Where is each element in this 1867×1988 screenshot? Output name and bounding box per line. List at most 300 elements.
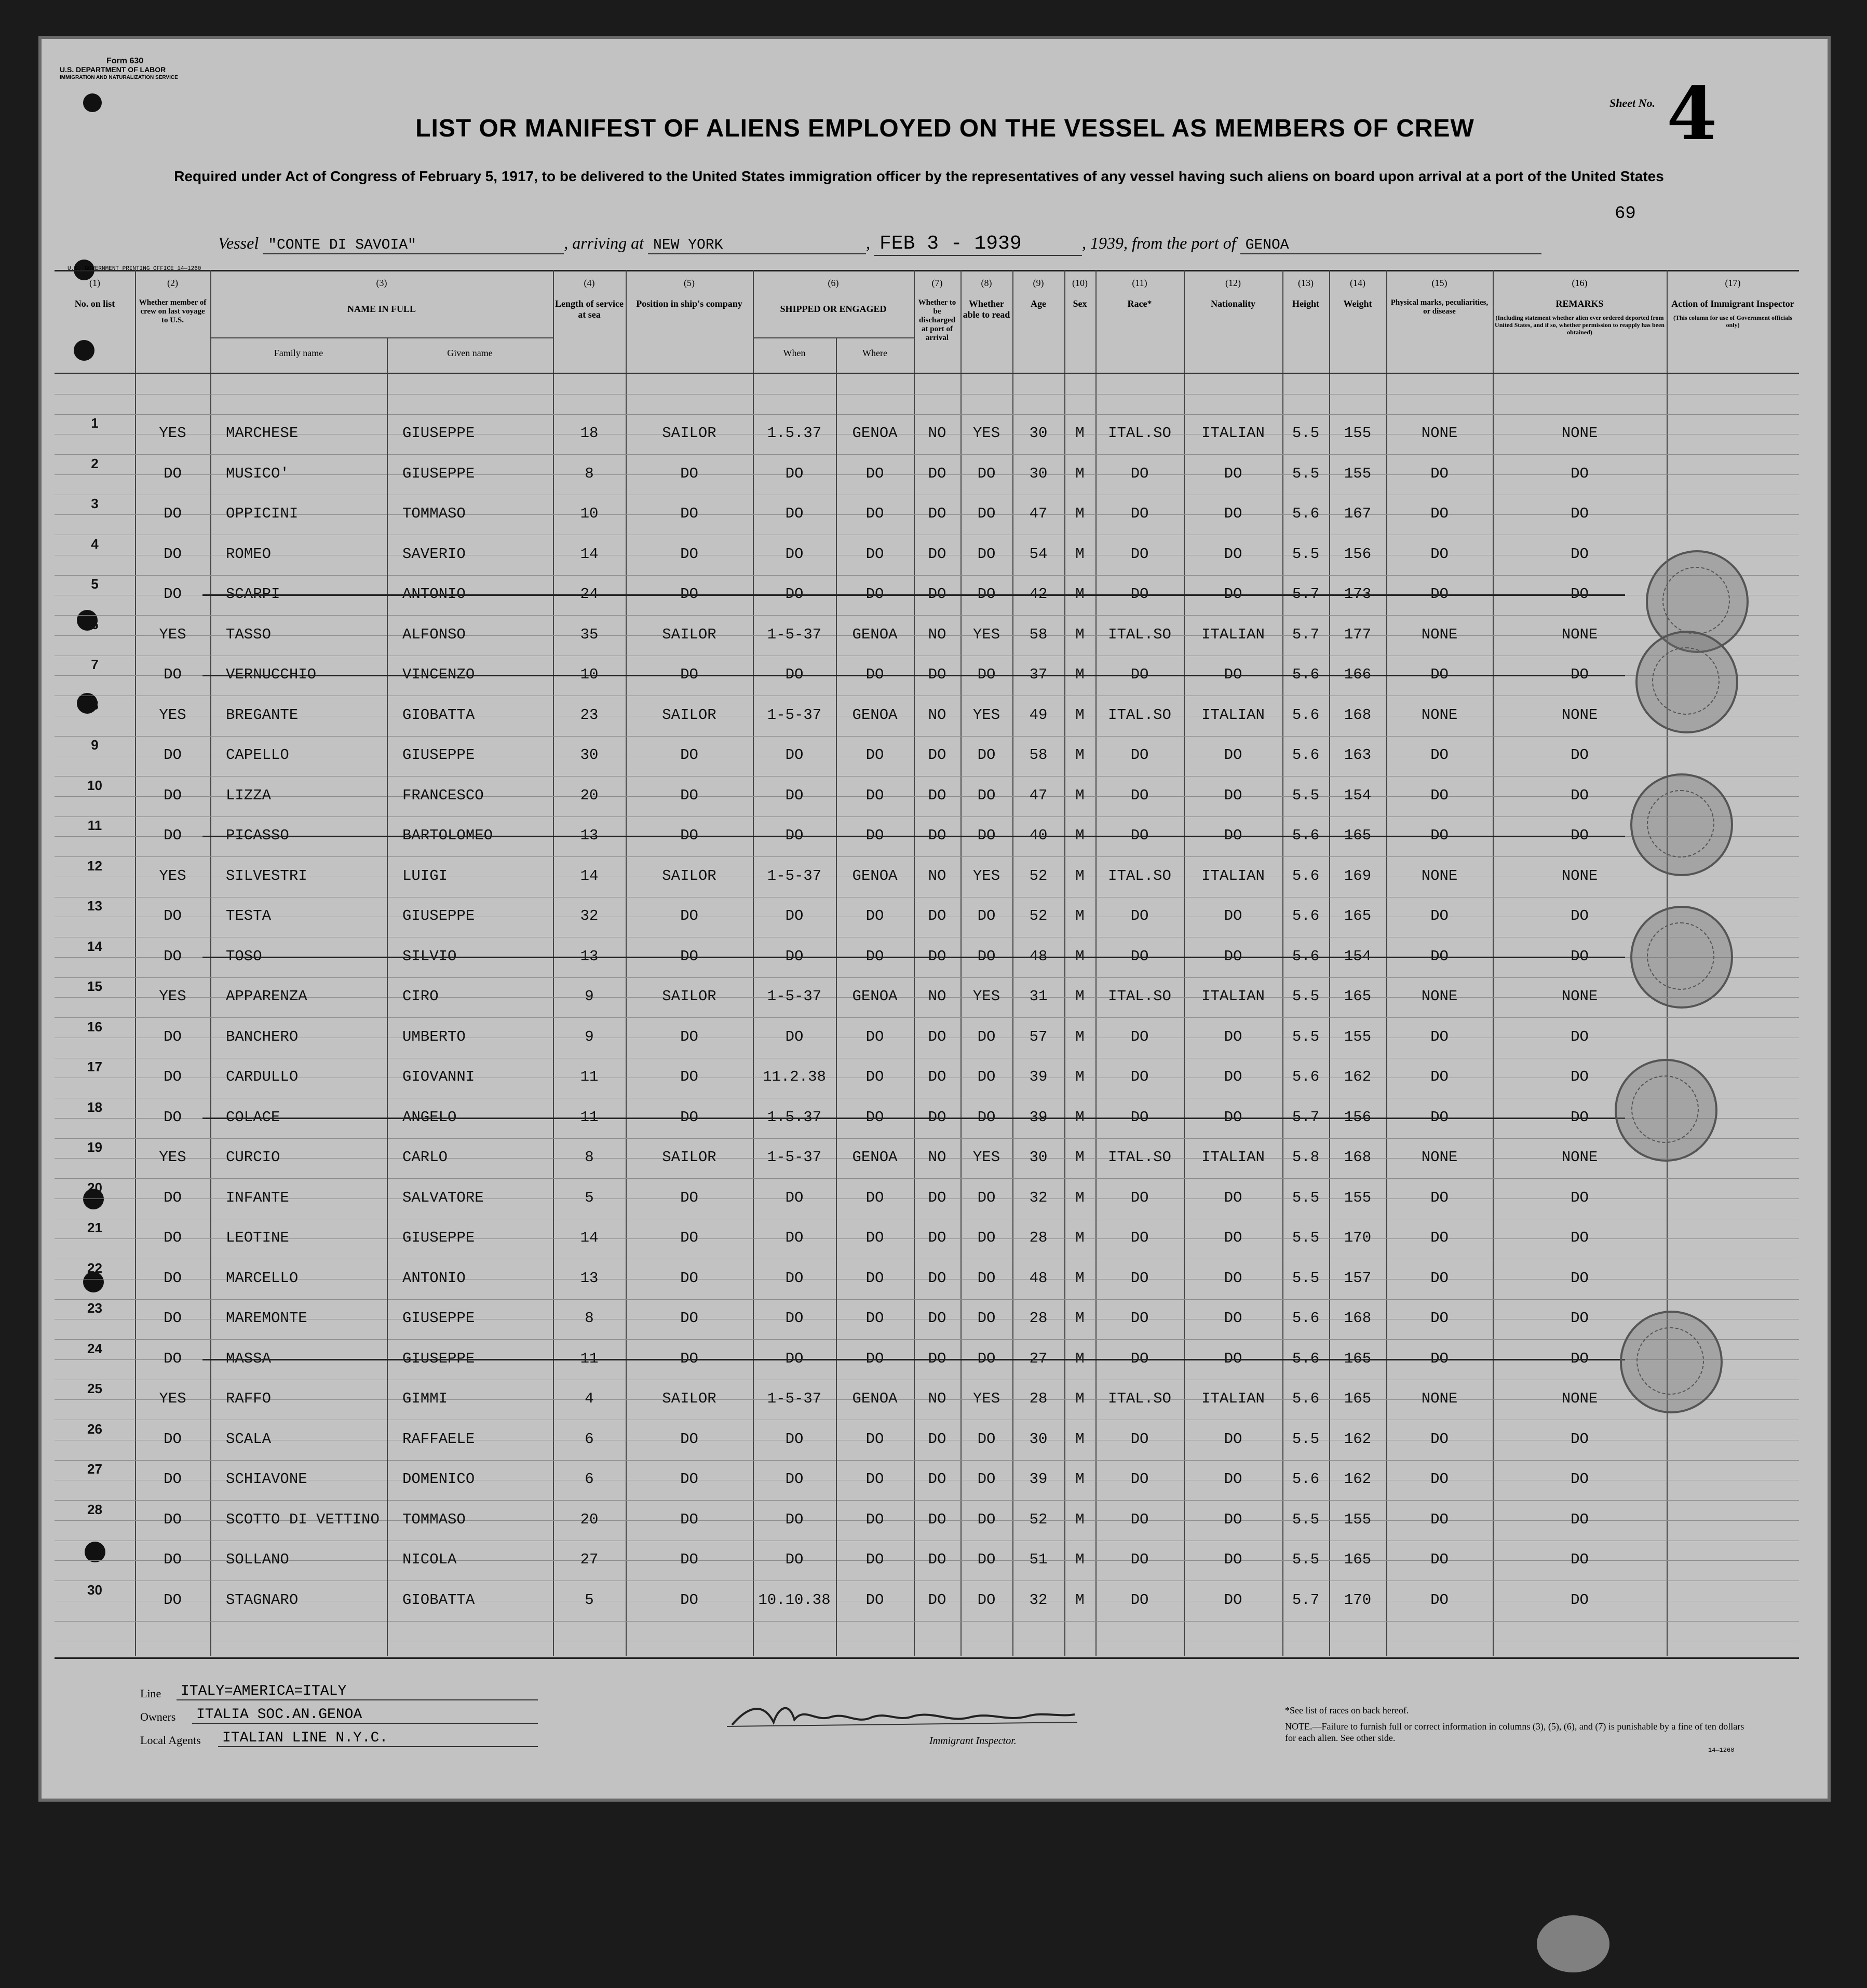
cell-remarks: DO: [1571, 1269, 1589, 1287]
strikethrough-line: [202, 675, 1625, 676]
cell-family: LIZZA: [226, 786, 272, 804]
cell-sex: M: [1075, 786, 1085, 804]
cell-sex: M: [1075, 706, 1085, 724]
cell-height: 5.5: [1292, 1510, 1320, 1528]
cell-race: ITAL.SO: [1108, 867, 1171, 884]
owners-label: Owners: [140, 1710, 176, 1723]
cell-remarks: DO: [1571, 907, 1589, 924]
column-header: Action of Immigrant Inspector: [1671, 298, 1794, 309]
cell-marks: DO: [1430, 1430, 1449, 1448]
cell-when: DO: [785, 1430, 804, 1448]
cell-disch: NO: [928, 988, 946, 1005]
cell-height: 5.5: [1292, 545, 1320, 563]
cell-family: ROMEO: [226, 545, 272, 563]
cell-where: GENOA: [852, 1149, 898, 1166]
cell-no: 3: [91, 496, 99, 511]
cell-race: ITAL.SO: [1108, 1390, 1171, 1407]
cell-read: DO: [977, 827, 996, 844]
owners-value: ITALIA SOC.AN.GENOA: [192, 1707, 538, 1724]
cell-weight: 165: [1344, 907, 1372, 924]
cell-when: 1.5.37: [767, 425, 822, 442]
cell-height: 5.6: [1292, 505, 1320, 522]
cell-remarks: NONE: [1561, 625, 1598, 643]
cell-position: SAILOR: [662, 988, 716, 1005]
cell-no: 15: [87, 978, 102, 994]
cell-marks: DO: [1430, 1350, 1449, 1367]
cell-age: 57: [1029, 1028, 1048, 1045]
cell-no: 27: [87, 1461, 102, 1477]
cell-where: DO: [865, 1068, 884, 1085]
cell-read: YES: [972, 425, 1000, 442]
cell-position: SAILOR: [662, 425, 716, 442]
cell-family: COLACE: [226, 1108, 280, 1126]
strikethrough-line: [202, 1359, 1625, 1360]
cell-weight: 154: [1344, 947, 1372, 965]
cell-nat: DO: [1224, 1430, 1242, 1448]
cell-age: 49: [1029, 706, 1048, 724]
cell-where: DO: [865, 1350, 884, 1367]
form-code: 14—1260: [1708, 1747, 1735, 1754]
column-number: (1): [89, 278, 100, 288]
cell-marks: DO: [1430, 505, 1449, 522]
cell-position: DO: [680, 1189, 698, 1206]
cell-where: GENOA: [852, 706, 898, 724]
cell-given: GIUSEPPE: [402, 746, 475, 764]
cell-disch: DO: [928, 746, 946, 764]
cell-read: YES: [972, 988, 1000, 1005]
cell-disch: DO: [928, 545, 946, 563]
cell-no: 9: [91, 737, 99, 753]
cell-position: DO: [680, 1430, 698, 1448]
cell-read: YES: [972, 625, 1000, 643]
cell-marks: DO: [1430, 1310, 1449, 1327]
cell-position: DO: [680, 1510, 698, 1528]
cell-no: 23: [87, 1300, 102, 1316]
cell-position: DO: [680, 1350, 698, 1367]
cell-weight: 155: [1344, 465, 1372, 482]
cell-service: 8: [585, 1149, 594, 1166]
cell-race: DO: [1130, 1430, 1149, 1448]
cell-position: SAILOR: [662, 1390, 716, 1407]
cell-position: SAILOR: [662, 867, 716, 884]
cell-no: 7: [91, 657, 99, 672]
cell-race: ITAL.SO: [1108, 988, 1171, 1005]
cell-weight: 156: [1344, 1108, 1372, 1126]
cell-weight: 157: [1344, 1269, 1372, 1287]
cell-given: LUIGI: [402, 867, 448, 884]
cell-when: DO: [785, 1229, 804, 1246]
cell-sex: M: [1075, 1028, 1085, 1045]
cell-marks: DO: [1430, 1068, 1449, 1085]
cell-race: DO: [1130, 907, 1149, 924]
cell-weight: 155: [1344, 1510, 1372, 1528]
cell-family: STAGNARO: [226, 1591, 299, 1609]
cell-when: DO: [785, 545, 804, 563]
cell-when: 1-5-37: [767, 988, 822, 1005]
cell-race: DO: [1130, 1551, 1149, 1568]
cell-family: BANCHERO: [226, 1028, 299, 1045]
cell-when: DO: [785, 947, 804, 965]
cell-position: DO: [680, 947, 698, 965]
cell-no: 25: [87, 1381, 102, 1396]
cell-family: SCHIAVONE: [226, 1470, 307, 1488]
cell-nat: DO: [1224, 666, 1242, 683]
agents-value: ITALIAN LINE N.Y.C.: [218, 1730, 538, 1747]
cell-nat: DO: [1224, 786, 1242, 804]
cell-height: 5.6: [1292, 1350, 1320, 1367]
cell-age: 40: [1029, 827, 1048, 844]
cell-read: DO: [977, 585, 996, 603]
cell-marks: DO: [1430, 1551, 1449, 1568]
cell-family: CARDULLO: [226, 1068, 299, 1085]
cell-service: 30: [580, 746, 599, 764]
cell-sex: M: [1075, 867, 1085, 884]
cell-service: 18: [580, 425, 599, 442]
cell-sex: M: [1075, 1269, 1085, 1287]
cell-marks: DO: [1430, 827, 1449, 844]
cell-race: DO: [1130, 666, 1149, 683]
cell-given: TOMMASO: [402, 1510, 466, 1528]
cell-disch: DO: [928, 1350, 946, 1367]
cell-age: 52: [1029, 907, 1048, 924]
cell-race: DO: [1130, 1269, 1149, 1287]
cell-remarks: NONE: [1561, 867, 1598, 884]
consulate-stamp: [1630, 906, 1733, 1009]
cell-when: 1-5-37: [767, 1390, 822, 1407]
cell-service: 13: [580, 827, 599, 844]
cell-when: DO: [785, 666, 804, 683]
cell-nat: ITALIAN: [1201, 425, 1265, 442]
cell-height: 5.5: [1292, 786, 1320, 804]
column-subheader: Family name: [274, 348, 323, 358]
cell-where: DO: [865, 1229, 884, 1246]
cell-where: GENOA: [852, 625, 898, 643]
column-header: Sex: [1073, 298, 1087, 309]
cell-remarks: DO: [1571, 1229, 1589, 1246]
consulate-stamp: [1635, 631, 1738, 733]
cell-marks: NONE: [1421, 988, 1458, 1005]
cell-read: DO: [977, 907, 996, 924]
cell-weight: 155: [1344, 1189, 1372, 1206]
cell-no: 18: [87, 1099, 102, 1115]
cell-position: SAILOR: [662, 1149, 716, 1166]
cell-remarks: DO: [1571, 1510, 1589, 1528]
cell-where: DO: [865, 1108, 884, 1126]
cell-remarks: DO: [1571, 786, 1589, 804]
column-header: Physical marks, peculiarities, or disease: [1390, 298, 1489, 316]
departure-port: GENOA: [1240, 237, 1541, 254]
cell-disch: DO: [928, 786, 946, 804]
cell-given: SAVERIO: [402, 545, 466, 563]
cell-age: 58: [1029, 625, 1048, 643]
cell-read: DO: [977, 1108, 996, 1126]
cell-crew: DO: [164, 1430, 182, 1448]
cell-remarks: NONE: [1561, 706, 1598, 724]
cell-height: 5.7: [1292, 1108, 1320, 1126]
cell-disch: NO: [928, 425, 946, 442]
cell-crew: YES: [159, 1149, 186, 1166]
strikethrough-line: [202, 957, 1625, 958]
column-number: (17): [1725, 278, 1741, 288]
cell-crew: DO: [164, 1028, 182, 1045]
cell-marks: DO: [1430, 585, 1449, 603]
column-number: (2): [167, 278, 178, 288]
cell-given: GIOVANNI: [402, 1068, 475, 1085]
cell-given: GIUSEPPE: [402, 907, 475, 924]
column-number: (7): [931, 278, 943, 288]
cell-family: APPARENZA: [226, 988, 307, 1005]
cell-where: DO: [865, 666, 884, 683]
cell-read: DO: [977, 666, 996, 683]
cell-service: 32: [580, 907, 599, 924]
cell-remarks: DO: [1571, 1470, 1589, 1488]
cell-position: DO: [680, 1229, 698, 1246]
header-divider: [55, 373, 1799, 374]
cell-race: DO: [1130, 1310, 1149, 1327]
cell-age: 52: [1029, 867, 1048, 884]
cell-when: 1.5.37: [767, 1108, 822, 1126]
cell-position: DO: [680, 1108, 698, 1126]
cell-service: 13: [580, 1269, 599, 1287]
cell-given: GIOBATTA: [402, 1591, 475, 1609]
cell-read: DO: [977, 465, 996, 482]
cell-crew: DO: [164, 907, 182, 924]
cell-marks: DO: [1430, 1591, 1449, 1609]
cell-no: 4: [91, 536, 99, 552]
cell-position: SAILOR: [662, 706, 716, 724]
cell-where: DO: [865, 1591, 884, 1609]
cell-race: ITAL.SO: [1108, 706, 1171, 724]
cell-nat: DO: [1224, 585, 1242, 603]
cell-no: 29: [87, 1542, 102, 1557]
cell-no: 14: [87, 938, 102, 954]
cell-sex: M: [1075, 1551, 1085, 1568]
cell-remarks: DO: [1571, 1350, 1589, 1367]
cell-sex: M: [1075, 1350, 1085, 1367]
cell-service: 20: [580, 1510, 599, 1528]
cell-no: 26: [87, 1421, 102, 1437]
cell-where: DO: [865, 907, 884, 924]
cell-age: 30: [1029, 425, 1048, 442]
cell-given: GIUSEPPE: [402, 1229, 475, 1246]
cell-when: DO: [785, 465, 804, 482]
cell-disch: DO: [928, 666, 946, 683]
cell-weight: 170: [1344, 1591, 1372, 1609]
cell-given: CARLO: [402, 1149, 448, 1166]
cell-nat: DO: [1224, 1108, 1242, 1126]
cell-given: VINCENZO: [402, 666, 475, 683]
cell-given: DOMENICO: [402, 1470, 475, 1488]
cell-disch: DO: [928, 1068, 946, 1085]
cell-when: 1-5-37: [767, 867, 822, 884]
cell-no: 21: [87, 1220, 102, 1235]
cell-read: DO: [977, 1470, 996, 1488]
cell-family: CAPELLO: [226, 746, 289, 764]
cell-crew: DO: [164, 1551, 182, 1568]
cell-where: DO: [865, 1551, 884, 1568]
cell-where: DO: [865, 1310, 884, 1327]
cell-crew: DO: [164, 666, 182, 683]
cell-read: DO: [977, 1189, 996, 1206]
cell-weight: 162: [1344, 1430, 1372, 1448]
cell-position: DO: [680, 1310, 698, 1327]
cell-no: 11: [87, 818, 102, 833]
cell-age: 30: [1029, 465, 1048, 482]
cell-remarks: DO: [1571, 465, 1589, 482]
cell-height: 5.6: [1292, 827, 1320, 844]
cell-disch: DO: [928, 1108, 946, 1126]
cell-marks: NONE: [1421, 1149, 1458, 1166]
cell-weight: 169: [1344, 867, 1372, 884]
cell-read: DO: [977, 1430, 996, 1448]
cell-age: 42: [1029, 585, 1048, 603]
cell-age: 30: [1029, 1430, 1048, 1448]
cell-weight: 173: [1344, 585, 1372, 603]
cell-position: DO: [680, 465, 698, 482]
cell-disch: DO: [928, 1229, 946, 1246]
cell-crew: DO: [164, 1591, 182, 1609]
ruled-line: [55, 454, 1799, 455]
cell-marks: NONE: [1421, 706, 1458, 724]
cell-weight: 165: [1344, 1551, 1372, 1568]
column-header: Whether to be discharged at port of arrival: [918, 298, 956, 342]
document-subtitle: Required under Act of Congress of February 5, 1917, to be delivered to the United States immigration officer by the representatives of any vessel having such aliens on board upon arrival at a port of the United States: [174, 168, 1664, 184]
cell-nat: ITALIAN: [1201, 1390, 1265, 1407]
cell-nat: DO: [1224, 947, 1242, 965]
vessel-name: "CONTE DI SAVOIA": [263, 237, 564, 254]
cell-crew: DO: [164, 827, 182, 844]
cell-family: PICASSO: [226, 827, 289, 844]
cell-height: 5.7: [1292, 625, 1320, 643]
cell-weight: 162: [1344, 1470, 1372, 1488]
column-header: Position in ship's company: [636, 298, 742, 309]
cell-no: 30: [87, 1582, 102, 1598]
cell-marks: DO: [1430, 786, 1449, 804]
cell-crew: YES: [159, 425, 186, 442]
cell-remarks: DO: [1571, 1551, 1589, 1568]
cell-crew: DO: [164, 947, 182, 965]
cell-disch: DO: [928, 1591, 946, 1609]
cell-position: DO: [680, 1269, 698, 1287]
paper-stain: [1537, 1915, 1609, 1972]
cell-disch: DO: [928, 1028, 946, 1045]
cell-race: DO: [1130, 505, 1149, 522]
cell-nat: DO: [1224, 1068, 1242, 1085]
cell-crew: DO: [164, 1108, 182, 1126]
cell-given: NICOLA: [402, 1551, 457, 1568]
cell-age: 37: [1029, 666, 1048, 683]
ruled-line: [55, 1178, 1799, 1179]
cell-height: 5.5: [1292, 1189, 1320, 1206]
penalty-note: NOTE.—Failure to furnish full or correct information in columns (3), (5), (6), and (7) is punishable by a fine of ten dollars for each alien. See other side.: [1285, 1721, 1744, 1743]
cell-nat: DO: [1224, 1350, 1242, 1367]
cell-service: 23: [580, 706, 599, 724]
cell-remarks: DO: [1571, 545, 1589, 563]
consulate-stamp: [1620, 1311, 1723, 1413]
cell-when: DO: [785, 1551, 804, 1568]
cell-crew: YES: [159, 988, 186, 1005]
consulate-stamp: [1630, 773, 1733, 876]
cell-crew: DO: [164, 1189, 182, 1206]
cell-given: TOMMASO: [402, 505, 466, 522]
cell-no: 10: [87, 777, 102, 793]
cell-age: 32: [1029, 1591, 1048, 1609]
cell-when: DO: [785, 585, 804, 603]
cell-service: 6: [585, 1470, 594, 1488]
cell-age: 54: [1029, 545, 1048, 563]
cell-sex: M: [1075, 625, 1085, 643]
cell-family: LEOTINE: [226, 1229, 289, 1246]
cell-family: MARCELLO: [226, 1269, 299, 1287]
ruled-line: [55, 615, 1799, 616]
cell-race: DO: [1130, 585, 1149, 603]
cell-service: 14: [580, 1229, 599, 1246]
cell-service: 24: [580, 585, 599, 603]
cell-when: DO: [785, 1269, 804, 1287]
ruled-line: [55, 816, 1799, 817]
cell-no: 5: [91, 576, 99, 592]
column-number: (3): [376, 278, 387, 288]
cell-read: DO: [977, 505, 996, 522]
cell-family: TASSO: [226, 625, 272, 643]
cell-crew: DO: [164, 1470, 182, 1488]
cell-given: CIRO: [402, 988, 439, 1005]
cell-crew: YES: [159, 706, 186, 724]
cell-given: UMBERTO: [402, 1028, 466, 1045]
cell-no: 19: [87, 1139, 102, 1155]
cell-given: ANTONIO: [402, 1269, 466, 1287]
cell-position: DO: [680, 827, 698, 844]
cell-family: SILVESTRI: [226, 867, 307, 884]
cell-marks: DO: [1430, 545, 1449, 563]
cell-no: 24: [87, 1340, 102, 1356]
cell-remarks: DO: [1571, 505, 1589, 522]
cell-crew: DO: [164, 1068, 182, 1085]
cell-nat: DO: [1224, 505, 1242, 522]
cell-remarks: DO: [1571, 1108, 1589, 1126]
cell-read: DO: [977, 1551, 996, 1568]
ruled-line: [55, 575, 1799, 576]
cell-weight: 155: [1344, 425, 1372, 442]
cell-where: DO: [865, 545, 884, 563]
inspector-label: Immigrant Inspector.: [929, 1735, 1017, 1747]
column-header: Nationality: [1210, 298, 1255, 309]
cell-service: 8: [585, 1310, 594, 1327]
cell-remarks: DO: [1571, 947, 1589, 965]
cell-weight: 156: [1344, 545, 1372, 563]
ruled-line: [55, 1299, 1799, 1300]
cell-nat: ITALIAN: [1201, 988, 1265, 1005]
strikethrough-line: [202, 594, 1625, 596]
cell-age: 48: [1029, 947, 1048, 965]
column-header: REMARKS: [1555, 298, 1604, 309]
cell-marks: DO: [1430, 1108, 1449, 1126]
cell-service: 5: [585, 1189, 594, 1206]
cell-age: 58: [1029, 746, 1048, 764]
cell-height: 5.6: [1292, 867, 1320, 884]
cell-marks: DO: [1430, 1510, 1449, 1528]
cell-family: CURCIO: [226, 1149, 280, 1166]
cell-where: GENOA: [852, 867, 898, 884]
cell-given: GIMMI: [402, 1390, 448, 1407]
cell-sex: M: [1075, 666, 1085, 683]
cell-where: DO: [865, 1510, 884, 1528]
cell-service: 27: [580, 1551, 599, 1568]
cell-position: DO: [680, 585, 698, 603]
cell-service: 14: [580, 545, 599, 563]
cell-family: SCALA: [226, 1430, 272, 1448]
cell-disch: DO: [928, 1269, 946, 1287]
